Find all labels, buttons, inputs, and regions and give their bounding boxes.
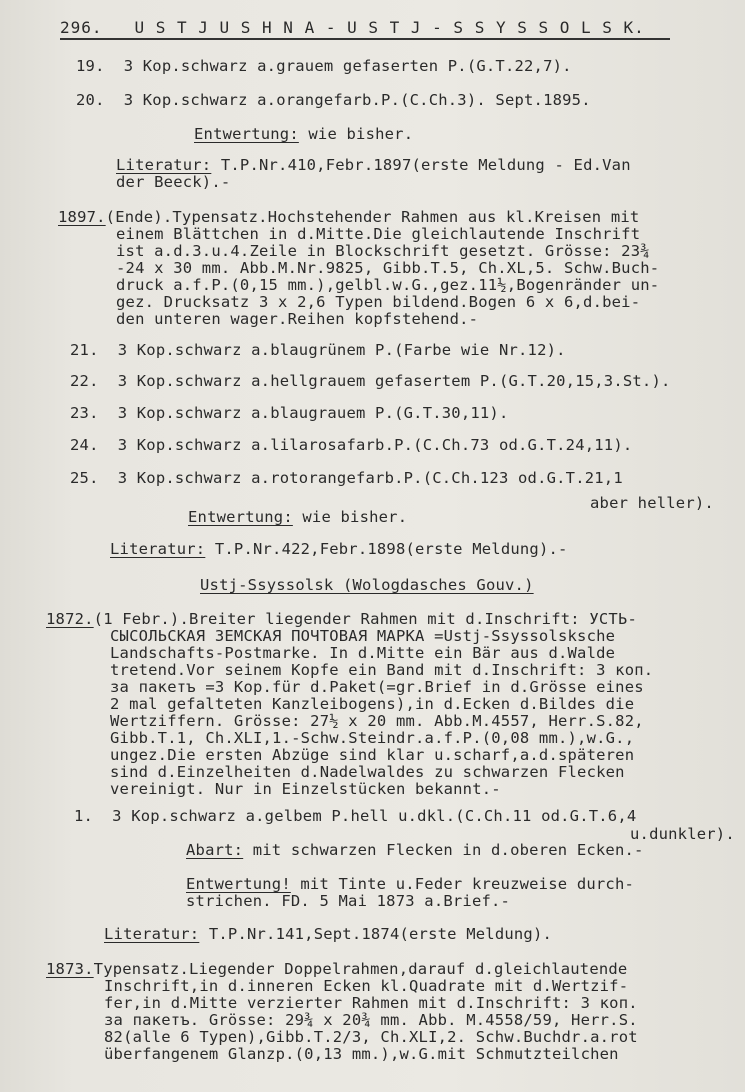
paragraph-line: -24 x 30 mm. Abb.M.Nr.9825, Gibb.T.5, Ch.XL,5. Schw.Buch-: [116, 259, 660, 277]
paragraph-line: 2 mal gefalteten Kanzleibogens),in d.Ecken d.Bildes die: [110, 695, 635, 713]
paragraph-line: 1897.(Ende).Typensatz.Hochstehender Rahmen aus kl.Kreisen mit: [58, 208, 640, 226]
paragraph-line: ist a.d.3.u.4.Zeile in Blockschrift gesetzt. Grösse: 23¾: [116, 242, 650, 260]
literatur-label: Literatur:: [104, 925, 200, 943]
list-item: 24. 3 Kop.schwarz a.lilarosafarb.P.(C.Ch.73 od.G.T.24,11).: [70, 436, 633, 454]
paragraph-line: Wertziffern. Grösse: 27½ x 20 mm. Abb.M.4557, Herr.S.82,: [110, 712, 644, 730]
paragraph-line: überfangenem Glanzp.(0,13 mm.),w.G.mit Schmutzteilchen: [104, 1045, 619, 1063]
paragraph-line: gez. Drucksatz 3 x 2,6 Typen bildend.Bogen 6 x 6,d.bei-: [116, 293, 641, 311]
entwertung-line: Entwertung! mit Tinte u.Feder kreuzweise durch-: [186, 875, 635, 893]
list-item: 22. 3 Kop.schwarz a.hellgrauem gefasertem P.(G.T.20,15,3.St.).: [70, 372, 671, 390]
paragraph-line: Gibb.T.1, Ch.XLI,1.-Schw.Steindr.a.f.P.(0,08 mm.),w.G.,: [110, 729, 635, 747]
paragraph-line: einem Blättchen in d.Mitte.Die gleichlautende Inschrift: [116, 225, 641, 243]
list-item-cont: u.dunkler).: [630, 825, 735, 843]
paragraph-line: 82(alle 6 Typen),Gibb.T.2/3, Ch.XLI,2. Schw.Buchdr.a.rot: [104, 1028, 638, 1046]
list-item: 23. 3 Kop.schwarz a.blaugrauem P.(G.T.30,11).: [70, 404, 509, 422]
literatur-label: Literatur:: [116, 156, 212, 174]
list-item: 1. 3 Kop.schwarz a.gelbem P.hell u.dkl.(C.Ch.11 od.G.T.6,4: [74, 807, 637, 825]
section-subheading: Ustj-Ssyssolsk (Wologdasches Gouv.): [200, 576, 534, 594]
paragraph-line: fer,in d.Mitte verzierter Rahmen mit d.Inschrift: 3 коп.: [104, 994, 638, 1012]
entwertung-line: Entwertung: wie bisher.: [188, 508, 408, 526]
entwertung-line-cont: strichen. FD. 5 Mai 1873 a.Brief.-: [186, 892, 511, 910]
list-item: 19. 3 Kop.schwarz a.grauem gefaserten P.(G.T.22,7).: [76, 57, 572, 75]
year-label: 1872.: [46, 610, 94, 628]
paragraph-line: druck a.f.P.(0,15 mm.),gelbl.w.G.,gez.11½,Bogenränder un-: [116, 276, 660, 294]
paragraph-line: 1873.Typensatz.Liegender Doppelrahmen,darauf d.gleichlautende: [46, 960, 628, 978]
entwertung-label: Entwertung!: [186, 875, 291, 893]
list-item: 25. 3 Kop.schwarz a.rotorangefarb.P.(C.Ch.123 od.G.T.21,1: [70, 469, 623, 487]
page-number: 296.: [60, 18, 103, 37]
abart-label: Abart:: [186, 841, 244, 859]
paragraph-line: vereinigt. Nur in Einzelstücken bekannt.-: [110, 780, 501, 798]
entwertung-label: Entwertung:: [188, 508, 293, 526]
paragraph-line: ungez.Die ersten Abzüge sind klar u.scharf,a.d.späteren: [110, 746, 635, 764]
entwertung-label: Entwertung:: [194, 125, 299, 143]
literatur-line: Literatur: T.P.Nr.141,Sept.1874(erste Meldung).: [104, 925, 553, 943]
list-item: 20. 3 Kop.schwarz a.orangefarb.P.(C.Ch.3). Sept.1895.: [76, 91, 591, 109]
literatur-line: Literatur: T.P.Nr.410,Febr.1897(erste Meldung - Ed.Van: [116, 156, 631, 174]
year-label: 1897.: [58, 208, 106, 226]
paragraph-line: Landschafts-Postmarke. In d.Mitte ein Bär aus d.Walde: [110, 644, 616, 662]
paragraph-line: sind d.Einzelheiten d.Nadelwaldes zu schwarzen Flecken: [110, 763, 625, 781]
paragraph-line: за пакетъ =3 Kop.für d.Paket(=gr.Brief in d.Grösse eines: [110, 678, 644, 696]
paragraph-line: СЫСОЛЬСКАЯ ЗЕМСКАЯ ПОЧТОВАЯ МАРКА =Ustj-Ssyssolsksche: [110, 627, 616, 645]
paragraph-line: Inschrift,in d.inneren Ecken kl.Quadrate mit d.Wertzif-: [104, 977, 629, 995]
abart-line: Abart: mit schwarzen Flecken in d.oberen Ecken.-: [186, 841, 644, 859]
entwertung-line: Entwertung: wie bisher.: [194, 125, 414, 143]
year-label: 1873.: [46, 960, 94, 978]
list-item-cont: aber heller).: [590, 494, 714, 512]
page-title: U S T J U S H N A - U S T J - S S Y S S O L S K.: [134, 18, 645, 37]
paragraph-line: tretend.Vor seinem Kopfe ein Band mit d.Inschrift: 3 коп.: [110, 661, 654, 679]
page-header: [60, 18, 670, 37]
paragraph-line: за пакетъ. Grösse: 29¾ x 20¾ mm. Abb. M.4558/59, Herr.S.: [104, 1011, 638, 1029]
paragraph-line: den unteren wager.Reihen kopfstehend.-: [116, 310, 479, 328]
literatur-line: Literatur: T.P.Nr.422,Febr.1898(erste Meldung).-: [110, 540, 568, 558]
header-rule: [60, 38, 670, 40]
literatur-line-cont: der Beeck).-: [116, 173, 231, 191]
paragraph-line: 1872.(1 Febr.).Breiter liegender Rahmen mit d.Inschrift: УСТЬ-: [46, 610, 637, 628]
list-item: 21. 3 Kop.schwarz a.blaugrünem P.(Farbe wie Nr.12).: [70, 341, 566, 359]
literatur-label: Literatur:: [110, 540, 206, 558]
